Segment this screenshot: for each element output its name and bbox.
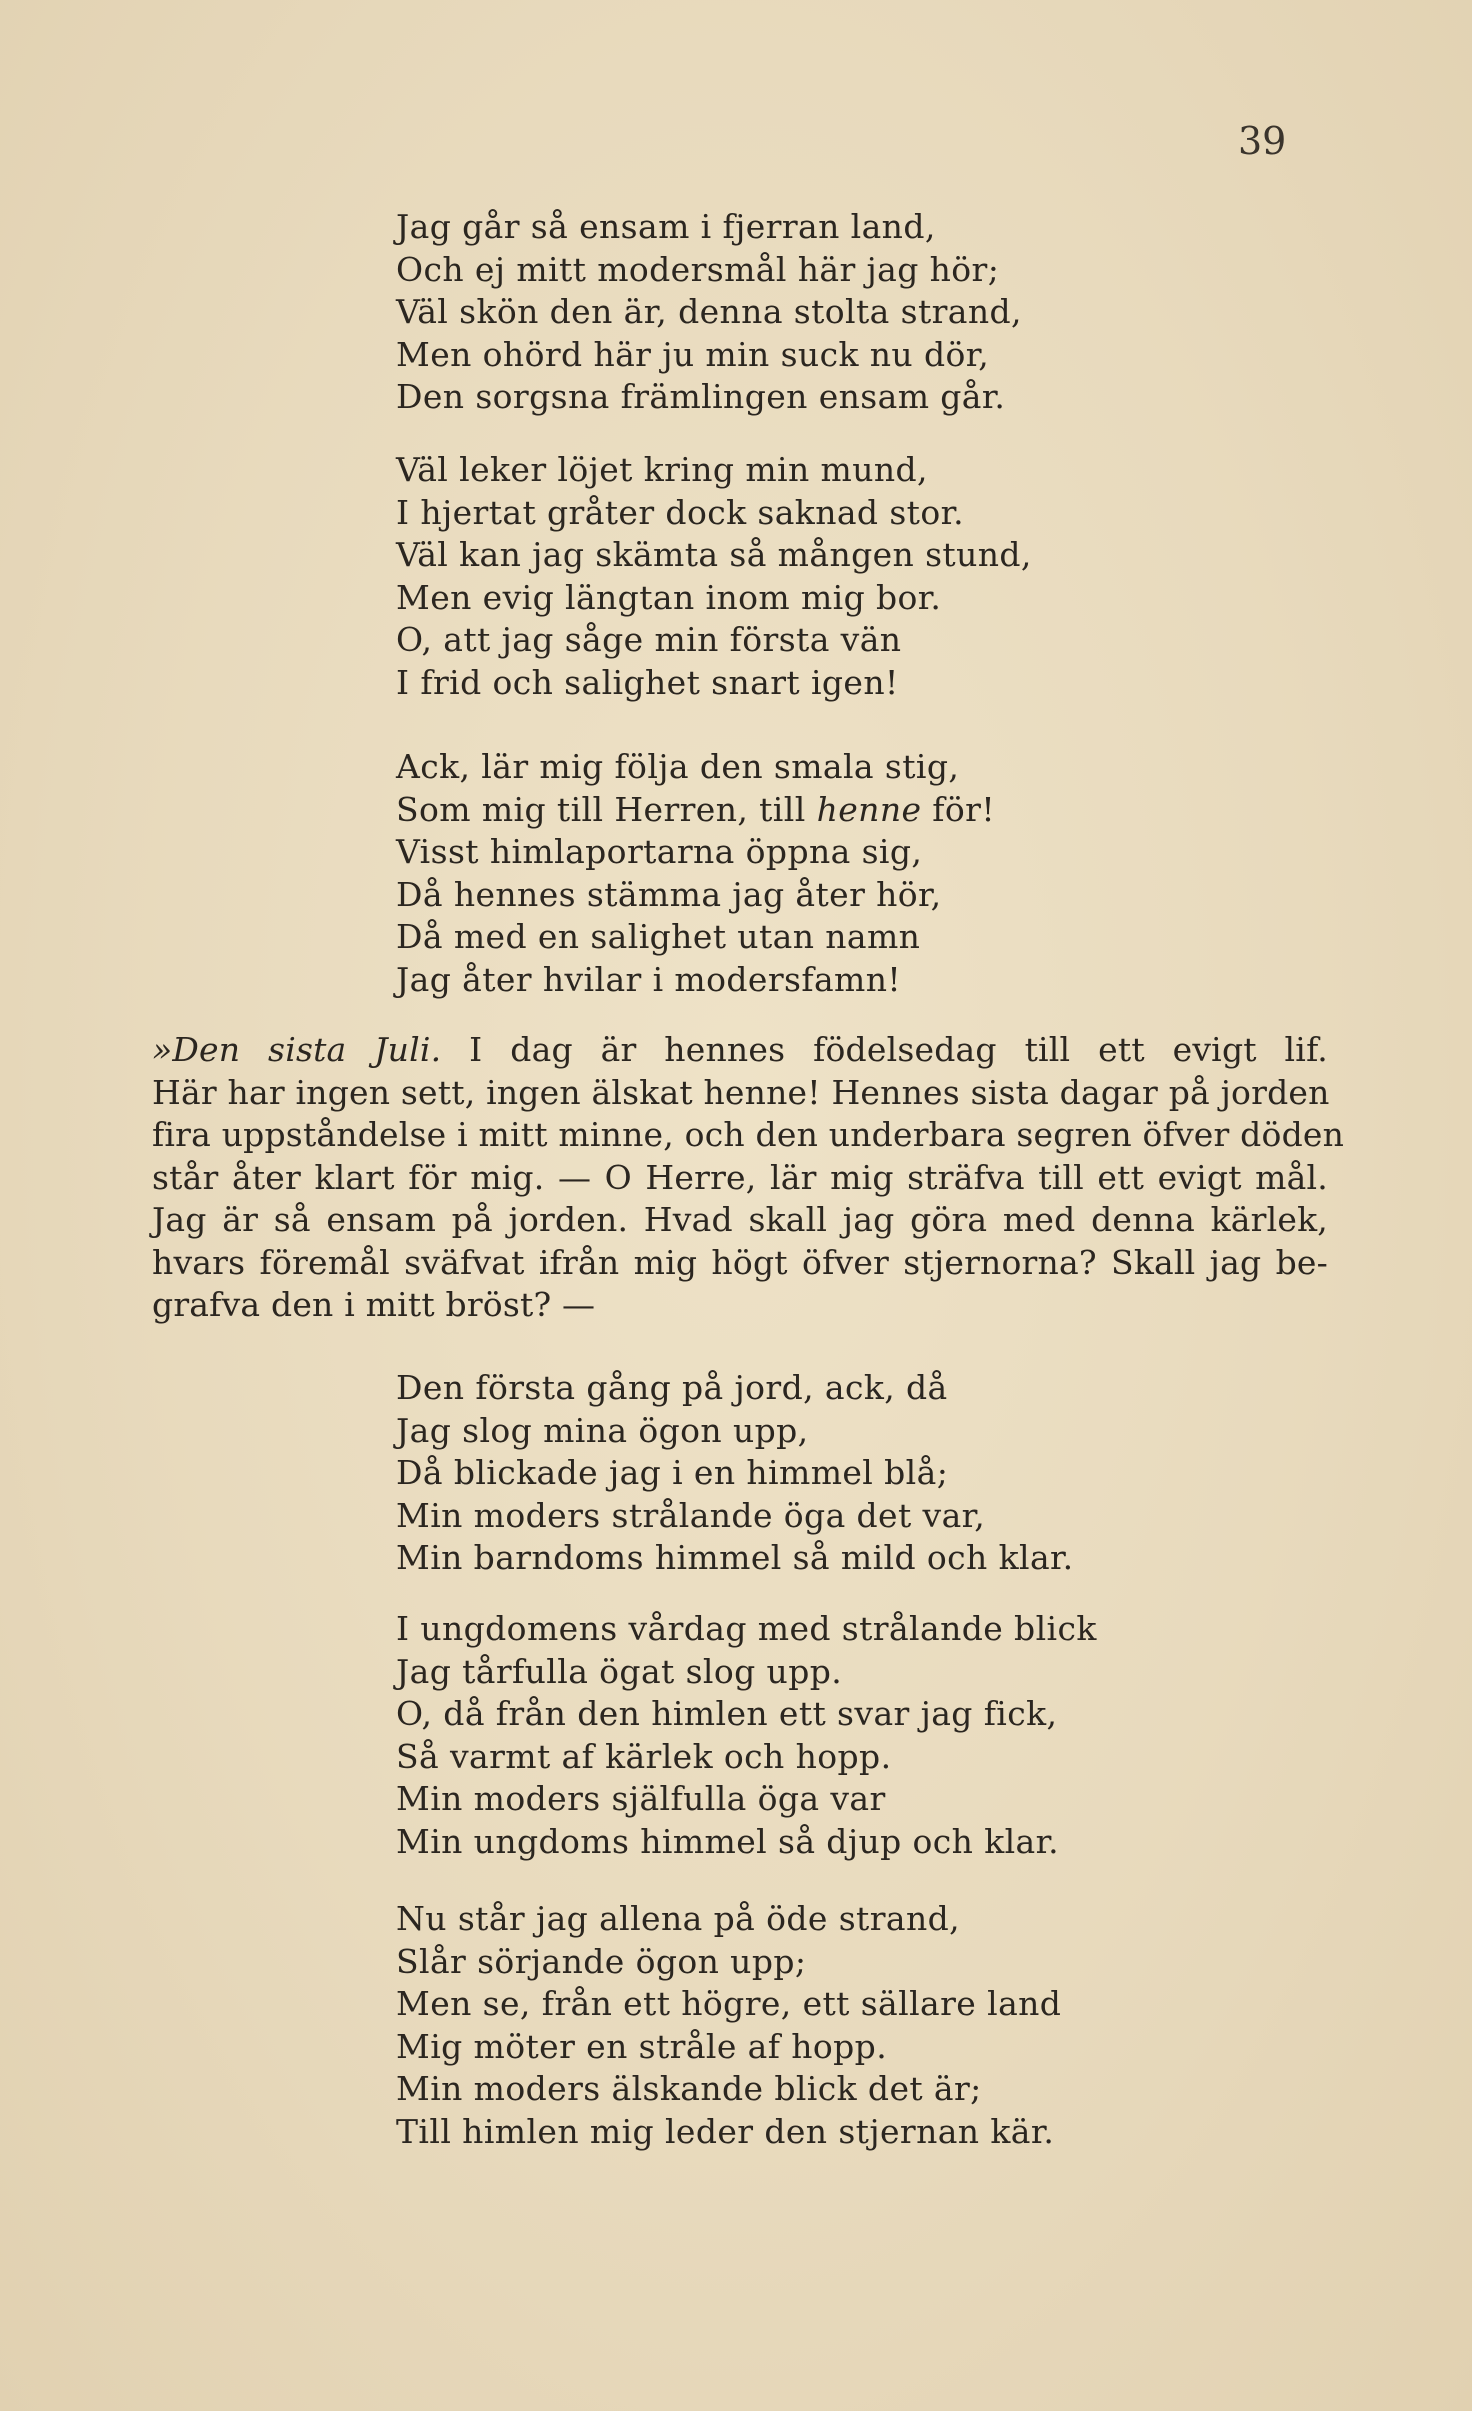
prose-paragraph: [152, 1029, 1345, 1327]
poem-line: Så varmt af kärlek och hopp.: [396, 1736, 892, 1776]
poem-line: Och ej mitt modersmål här jag hör;: [396, 249, 1000, 289]
prose-line: Här har ingen sett, ingen älskat henne! Hennes sista dagar på jorden: [152, 1072, 1330, 1112]
poem-line: Min moders själfulla öga var: [396, 1779, 886, 1818]
poem-line: O, att jag såge min första vän: [396, 620, 902, 659]
poem-line: Väl kan jag skämta så mången stund,: [396, 535, 1032, 574]
page-number: 39: [1238, 119, 1287, 163]
poem-line: Min moders älskande blick det är;: [396, 2069, 982, 2108]
prose-line-text: I dag är hennes födelsedag till ett evigt lif.: [441, 1030, 1328, 1069]
prose-line: [152, 1029, 1328, 1072]
poem-line: O, då från den himlen ett svar jag fick,: [396, 1694, 1058, 1733]
poem-line: [396, 789, 995, 832]
italic-heading: »Den sista Juli.: [152, 1030, 442, 1069]
poem-stanza-4: [396, 1367, 1073, 1580]
prose-line: Jag är så ensam på jorden. Hvad skall jag göra med denna kärlek,: [152, 1200, 1328, 1239]
italic-word: henne: [816, 789, 922, 829]
poem-stanza-2: [396, 449, 1032, 704]
poem-line: Då med en salighet utan namn: [396, 917, 921, 956]
poem-line: Jag går så ensam i fjerran land,: [396, 207, 936, 246]
poem-line: Min moders strålande öga det var,: [396, 1495, 986, 1535]
poem-line: Ack, lär mig följa den smala stig,: [396, 747, 960, 786]
prose-line: fira uppståndelse i mitt minne, och den underbara segren öfver döden: [152, 1115, 1345, 1154]
poem-line: I hjertat gråter dock saknad stor.: [396, 492, 965, 532]
poem-line: Men ohörd här ju min suck nu dör,: [396, 334, 990, 374]
poem-line: Väl leker löjet kring min mund,: [396, 450, 928, 489]
poem-stanza-5: [396, 1608, 1097, 1863]
poem-line: Väl skön den är, denna stolta strand,: [396, 292, 1022, 331]
poem-stanza-6: [396, 1898, 1061, 2153]
poem-line: Min ungdoms himmel så djup och klar.: [396, 1821, 1060, 1861]
poem-stanza-3: [396, 746, 995, 1001]
poem-line: Jag tårfulla ögat slog upp.: [396, 1651, 843, 1691]
prose-line: hvars föremål sväfvat ifrån mig högt öfver stjernorna? Skall jag be-: [152, 1242, 1328, 1282]
prose-line: står åter klart för mig. — O Herre, lär mig sträfva till ett evigt mål.: [152, 1157, 1328, 1197]
poem-line: Den första gång på jord, ack, då: [396, 1368, 948, 1407]
poem-line: Slår sörjande ögon upp;: [396, 1941, 807, 1981]
poem-line: I frid och salighet snart igen!: [396, 662, 899, 702]
poem-stanza-1: [396, 206, 1022, 419]
poem-line: Mig möter en stråle af hopp.: [396, 2026, 888, 2066]
poem-line: Den sorgsna främlingen ensam går.: [396, 377, 1006, 416]
poem-line-text: Som mig till Herren, till: [396, 789, 817, 829]
prose-line: grafva den i mitt bröst? —: [152, 1285, 596, 1324]
poem-line: Men se, från ett högre, ett sällare land: [396, 1984, 1062, 2023]
poem-line: Jag åter hvilar i modersfamn!: [396, 959, 902, 999]
poem-line: Visst himlaportarna öppna sig,: [396, 832, 923, 871]
poem-line: I ungdomens vårdag med strålande blick: [396, 1609, 1097, 1648]
poem-line: Jag slog mina ögon upp,: [396, 1410, 809, 1450]
poem-line: Men evig längtan inom mig bor.: [396, 577, 942, 617]
poem-line: Då blickade jag i en himmel blå;: [396, 1453, 949, 1492]
poem-line: Då hennes stämma jag åter hör,: [396, 874, 942, 914]
poem-line: Min barndoms himmel så mild och klar.: [396, 1538, 1074, 1577]
poem-line-text: för!: [921, 789, 996, 829]
poem-line: Nu står jag allena på öde strand,: [396, 1899, 961, 1938]
poem-line: Till himlen mig leder den stjernan kär.: [396, 2111, 1055, 2151]
